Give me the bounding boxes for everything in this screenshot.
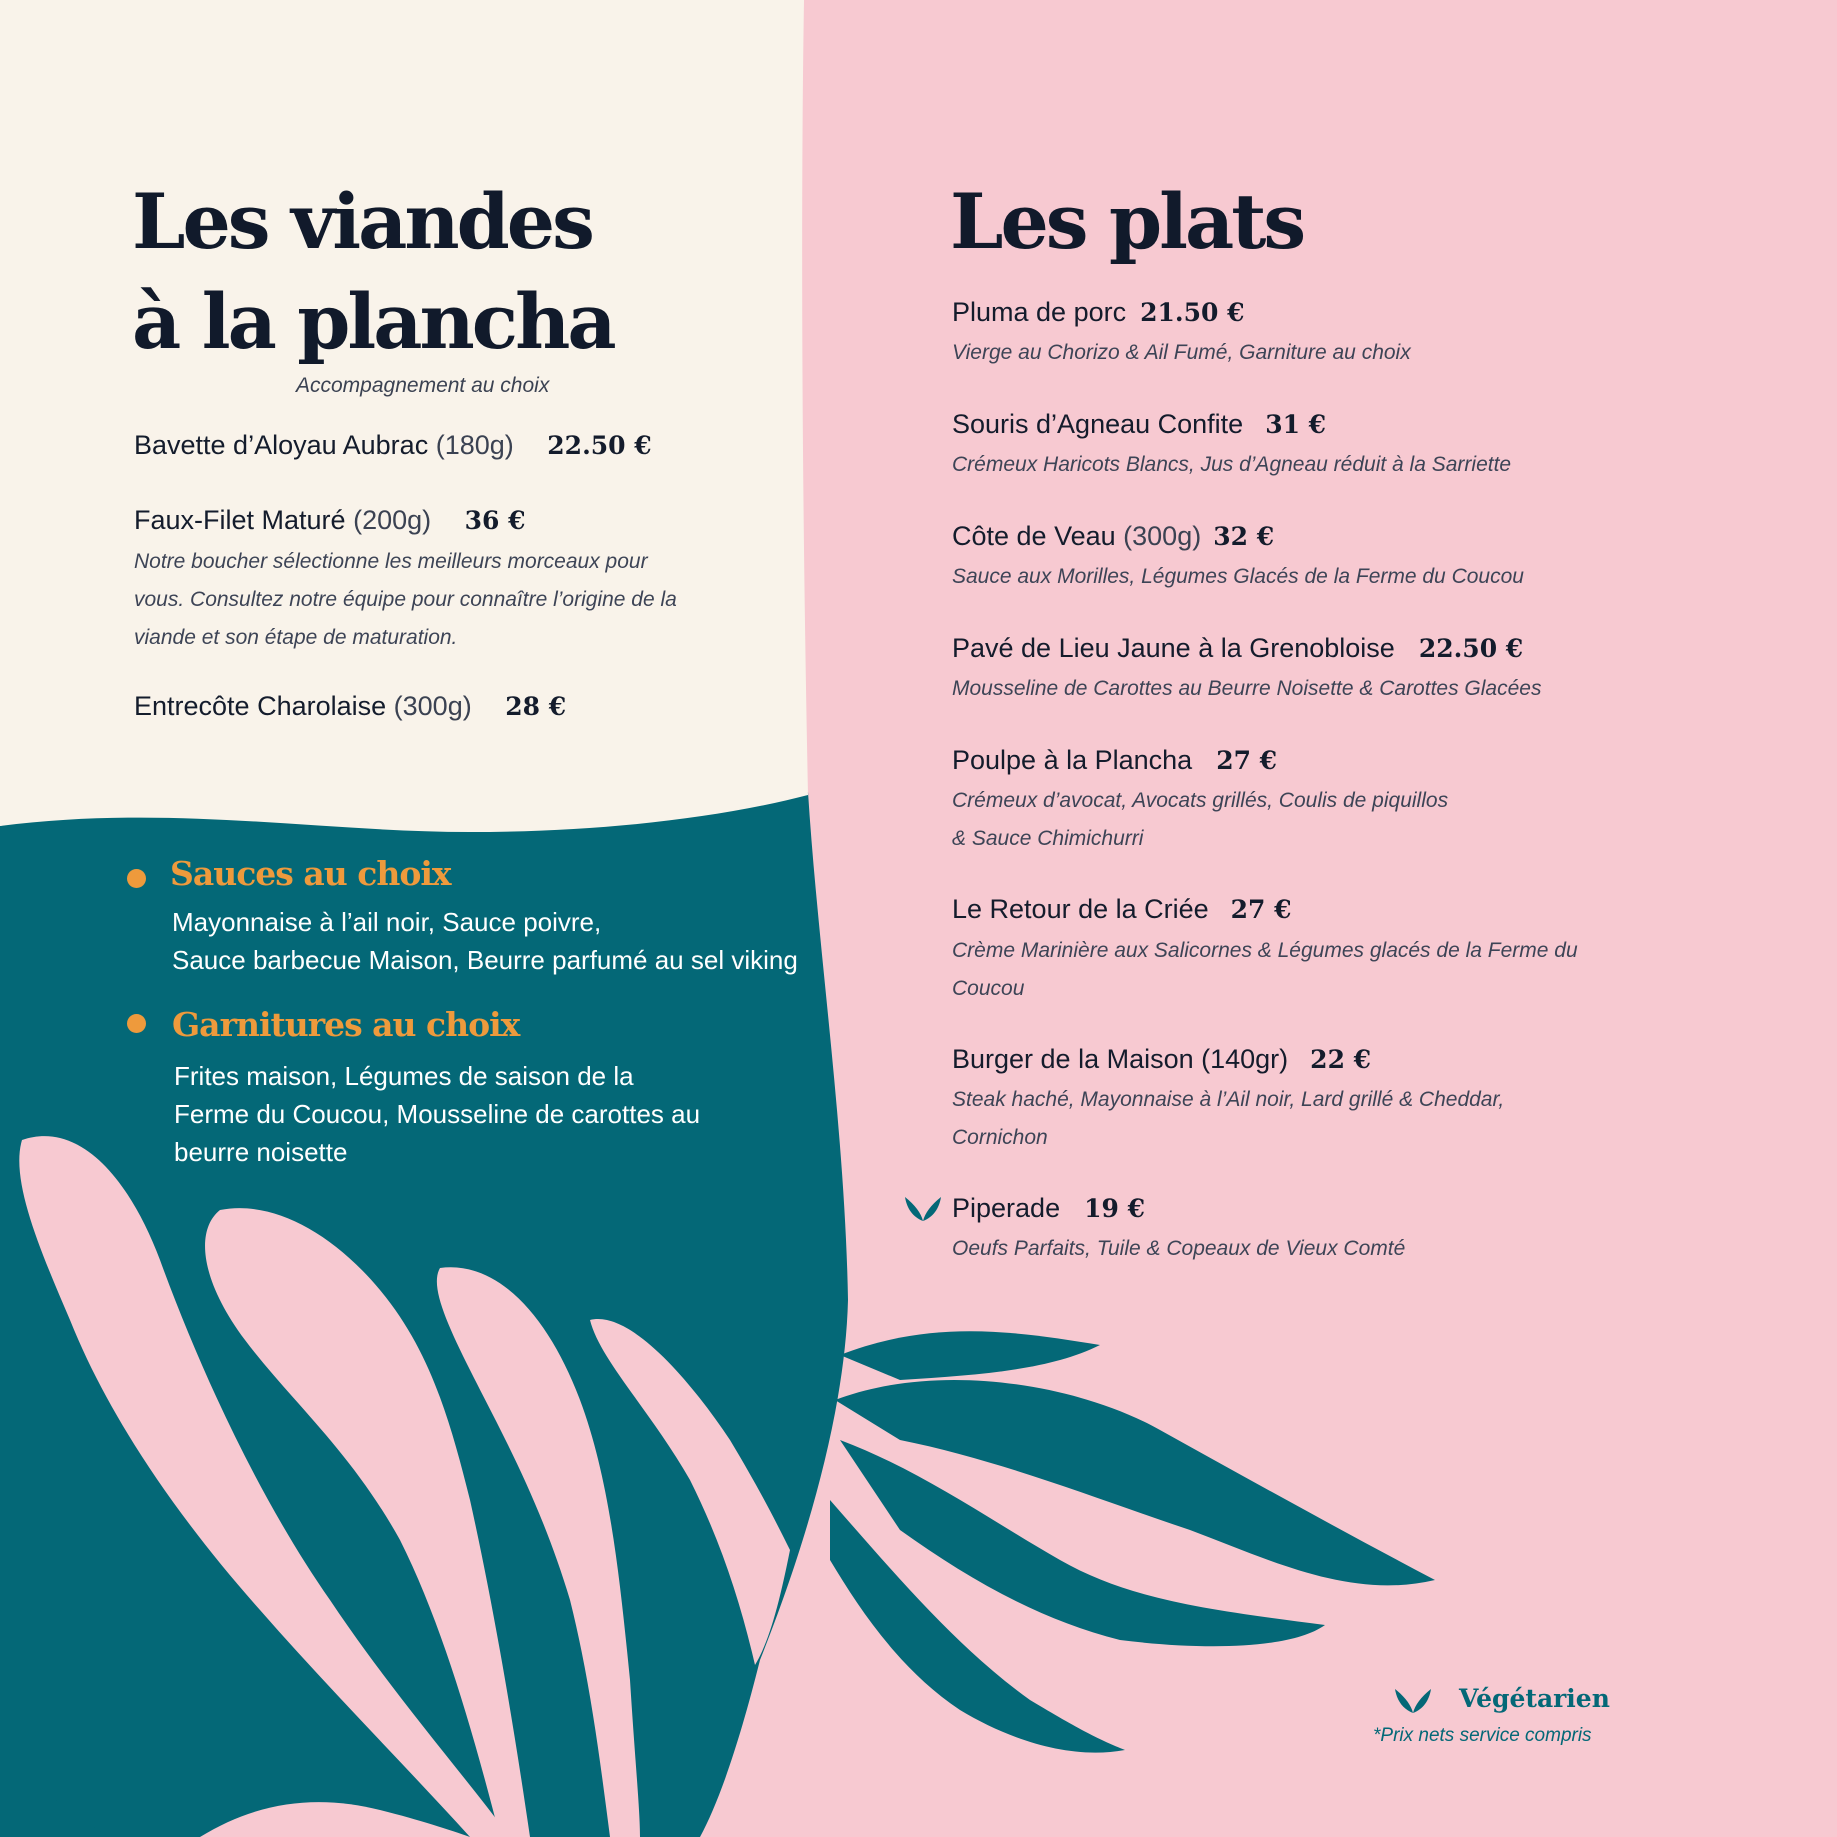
leaf-icon [903,1193,943,1223]
item-price: 27 € [1216,746,1278,775]
item-price: 22.50 € [1418,634,1524,663]
item-name: Pluma de porc [952,297,1127,327]
left-section-title [132,172,614,372]
item-price: 32 € [1213,522,1275,551]
desc-line-2: Cornichon [952,1126,1048,1149]
item-weight: (200g) [353,505,432,535]
garnitures-line-3: beurre noisette [174,1137,348,1167]
item-name: Burger de la Maison (140gr) [952,1044,1289,1074]
price-note: *Prix nets service compris [1373,1725,1592,1746]
item-price: 31 € [1265,410,1327,439]
right-section-title: Les plats [950,177,1304,266]
desc-line-1: Steak haché, Mayonnaise à l’Ail noir, Lard grillé & Cheddar, [952,1088,1505,1111]
title-line-2: à la plancha [132,277,614,366]
menu-item-piperade [952,1193,1145,1224]
item-name: Faux-Filet Maturé [134,505,346,535]
menu-item-retour-criee [952,894,1292,925]
item-price: 22 € [1310,1045,1372,1074]
item-description [952,782,1448,858]
menu-item-pluma [952,297,1244,328]
desc-line-2: & Sauce Chimichurri [952,827,1144,850]
sauces-title: Sauces au choix [170,854,451,893]
item-description [952,932,1578,1008]
menu-item-souris [952,409,1326,440]
item-description [952,1081,1504,1157]
item-description: Mousseline de Carottes au Beurre Noisette & Carottes Glacées [952,677,1542,700]
item-name: Bavette d’Aloyau Aubrac [134,430,429,460]
sauces-line-1: Mayonnaise à l’ail noir, Sauce poivre, [172,907,602,937]
item-price: 22.50 € [547,431,652,460]
item-name: Le Retour de la Criée [952,894,1209,924]
item-weight: (300g) [393,691,472,721]
item-weight: (180g) [435,430,514,460]
item-price: 27 € [1230,895,1292,924]
desc-line-1: Crème Marinière aux Salicornes & Légumes glacés de la Ferme du [952,939,1578,962]
item-name: Pavé de Lieu Jaune à la Grenobloise [952,633,1395,663]
item-description: Notre boucher sélectionne les meilleurs morceaux pour vous. Consultez notre équipe pour connaître l’origine de la viande et son étape de maturation. [134,550,677,649]
menu-item-pave-lieu [952,633,1523,664]
bullet-dot [127,1014,146,1033]
item-name: Entrecôte Charolaise [134,691,387,721]
bullet-dot [127,869,146,888]
item-name: Poulpe à la Plancha [952,745,1193,775]
title-line-1: Les viandes [132,177,592,266]
desc-line-2: Coucou [952,977,1025,1000]
item-description: Sauce aux Morilles, Légumes Glacés de la Ferme du Coucou [952,565,1524,588]
item-name: Souris d’Agneau Confite [952,409,1244,439]
item-description: Oeufs Parfaits, Tuile & Copeaux de Vieux Comté [952,1237,1406,1260]
item-price: 36 € [464,506,526,535]
garnitures-title: Garnitures au choix [172,1005,520,1044]
item-price: 28 € [505,692,567,721]
item-name: Côte de Veau [952,521,1116,551]
item-description: Crémeux Haricots Blancs, Jus d’Agneau réduit à la Sarriette [952,453,1512,476]
item-price: 21.50 € [1140,298,1245,327]
menu-item-entrecote [134,691,566,722]
garnitures-line-1: Frites maison, Légumes de saison de la [174,1061,634,1091]
menu-item-cote-veau [952,521,1274,552]
desc-line-1: Crémeux d’avocat, Avocats grillés, Coulis de piquillos [952,789,1449,812]
sauces-line-2: Sauce barbecue Maison, Beurre parfumé au sel viking [172,945,798,975]
left-subtitle: Accompagnement au choix [296,374,550,397]
menu-item-faux-filet [134,505,526,536]
item-weight: (300g) [1123,521,1202,551]
legend-vegetarian-label: Végétarien [1459,1684,1610,1713]
menu-item-bavette [134,430,652,461]
garnitures-line-2: Ferme du Coucou, Mousseline de carottes au [174,1099,701,1129]
item-description: Vierge au Chorizo & Ail Fumé, Garniture au choix [952,341,1411,364]
item-price: 19 € [1084,1194,1145,1223]
menu-item-burger [952,1044,1371,1075]
item-name: Piperade [952,1193,1061,1223]
garnitures-list [174,1057,700,1171]
sauces-list [172,903,798,979]
leaf-icon [1393,1685,1433,1715]
menu-item-poulpe [952,745,1277,776]
